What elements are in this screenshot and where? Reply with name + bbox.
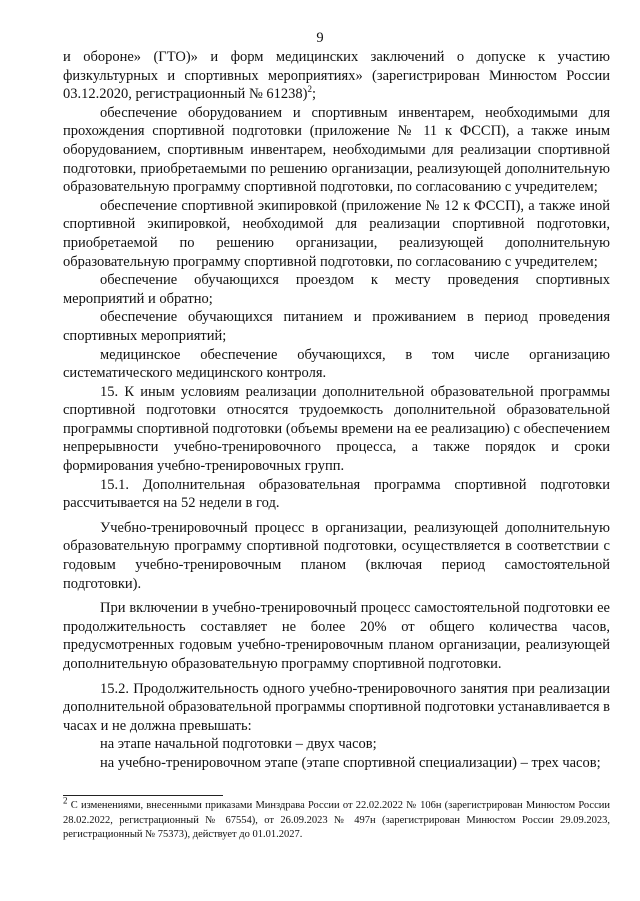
paragraph-section-15-1: 15.1. Дополнительная образовательная программа спортивной подготовки рассчитывается на 52 недели в год. <box>63 476 610 512</box>
document-body <box>63 48 610 773</box>
footnote-divider <box>63 795 223 796</box>
paragraph-sports-gear: обеспечение спортивной экипировкой (приложение № 12 к ФССП), а также иной спортивной экипировкой, необходимой для реализации спортивной подготовки, приобретаемой по решению организации, реализующей дополнительную образовательную программу спортивной подготовки, по согласованию с учредителем; <box>63 197 610 270</box>
paragraph-section-15: 15. К иным условиям реализации дополнительной образовательной программы спортивной подготовки относятся трудоемкость дополнительной образовательной программы спортивной подготовки (объемы времени на ее реализацию) с обеспечением непрерывности учебно-тренировочного процесса, а также порядок и сроки формирования учебно-тренировочных групп. <box>63 383 610 475</box>
footnote <box>63 795 610 843</box>
paragraph-equipment: обеспечение оборудованием и спортивным инвентарем, необходимыми для прохождения спортивной подготовки (приложение № 11 к ФССП), а также иным оборудованием, спортивным инвентарем, необходимыми для реализации спортивной подготовки, приобретаемыми по решению организации, реализующей дополнительную образовательную программу спортивной подготовки, по согласованию с учредителем; <box>63 104 610 196</box>
paragraph-continuation <box>63 48 610 104</box>
footnote-reference: 2 <box>307 84 312 95</box>
paragraph-food-lodging: обеспечение обучающихся питанием и проживанием в период проведения спортивных мероприятий; <box>63 309 610 344</box>
footnote-text: С изменениями, внесенными приказами Минздрава России от 22.02.2022 № 106н (зарегистрирован Минюстом России 28.02.2022, регистрационный № 67554), от 26.09.2023 № 497н (зарегистрирован Минюстом России 29.09.2023, регистрационный № 75373), действует до 01.01.2027. <box>63 800 610 840</box>
paragraph-training-process: Учебно-тренировочный процесс в организации, реализующей дополнительную образовательную программу спортивной подготовки, осуществляется в соответствии с годовым учебно-тренировочным планом (включая период самостоятельной подготовки). <box>63 519 610 592</box>
paragraph-self-training: При включении в учебно-тренировочный процесс самостоятельной подготовки ее продолжительность составляет не более 20% от общего количества часов, предусмотренных годовым учебно-тренировочным планом организации, реализующей дополнительную образовательную программу спортивной подготовки. <box>63 600 610 672</box>
paragraph-initial-stage: на этапе начальной подготовки – двух часов; <box>100 736 377 753</box>
page-number: 9 <box>316 30 324 46</box>
paragraph-medical: медицинское обеспечение обучающихся, в том числе организацию систематического медицинского контроля. <box>63 346 610 382</box>
paragraph-text: и обороне» (ГТО)» и форм медицинских заключений о допуске к участию физкультурных и спортивных мероприятиях» (зарегистрирован Минюстом России 03.12.2020, регистрационный № 61238) <box>63 49 610 103</box>
paragraph-section-15-2: 15.2. Продолжительность одного учебно-тренировочного занятия при реализации дополнительной образовательной программы спортивной подготовки устанавливается в часах и не должна превышать: <box>63 680 610 734</box>
paragraph-travel: обеспечение обучающихся проездом к месту проведения спортивных мероприятий и обратно; <box>63 272 610 307</box>
paragraph-training-stage: на учебно-тренировочном этапе (этапе спортивной специализации) – трех часов; <box>100 754 601 771</box>
footnote-marker: 2 <box>63 795 68 806</box>
paragraph-tail: ; <box>311 86 317 103</box>
